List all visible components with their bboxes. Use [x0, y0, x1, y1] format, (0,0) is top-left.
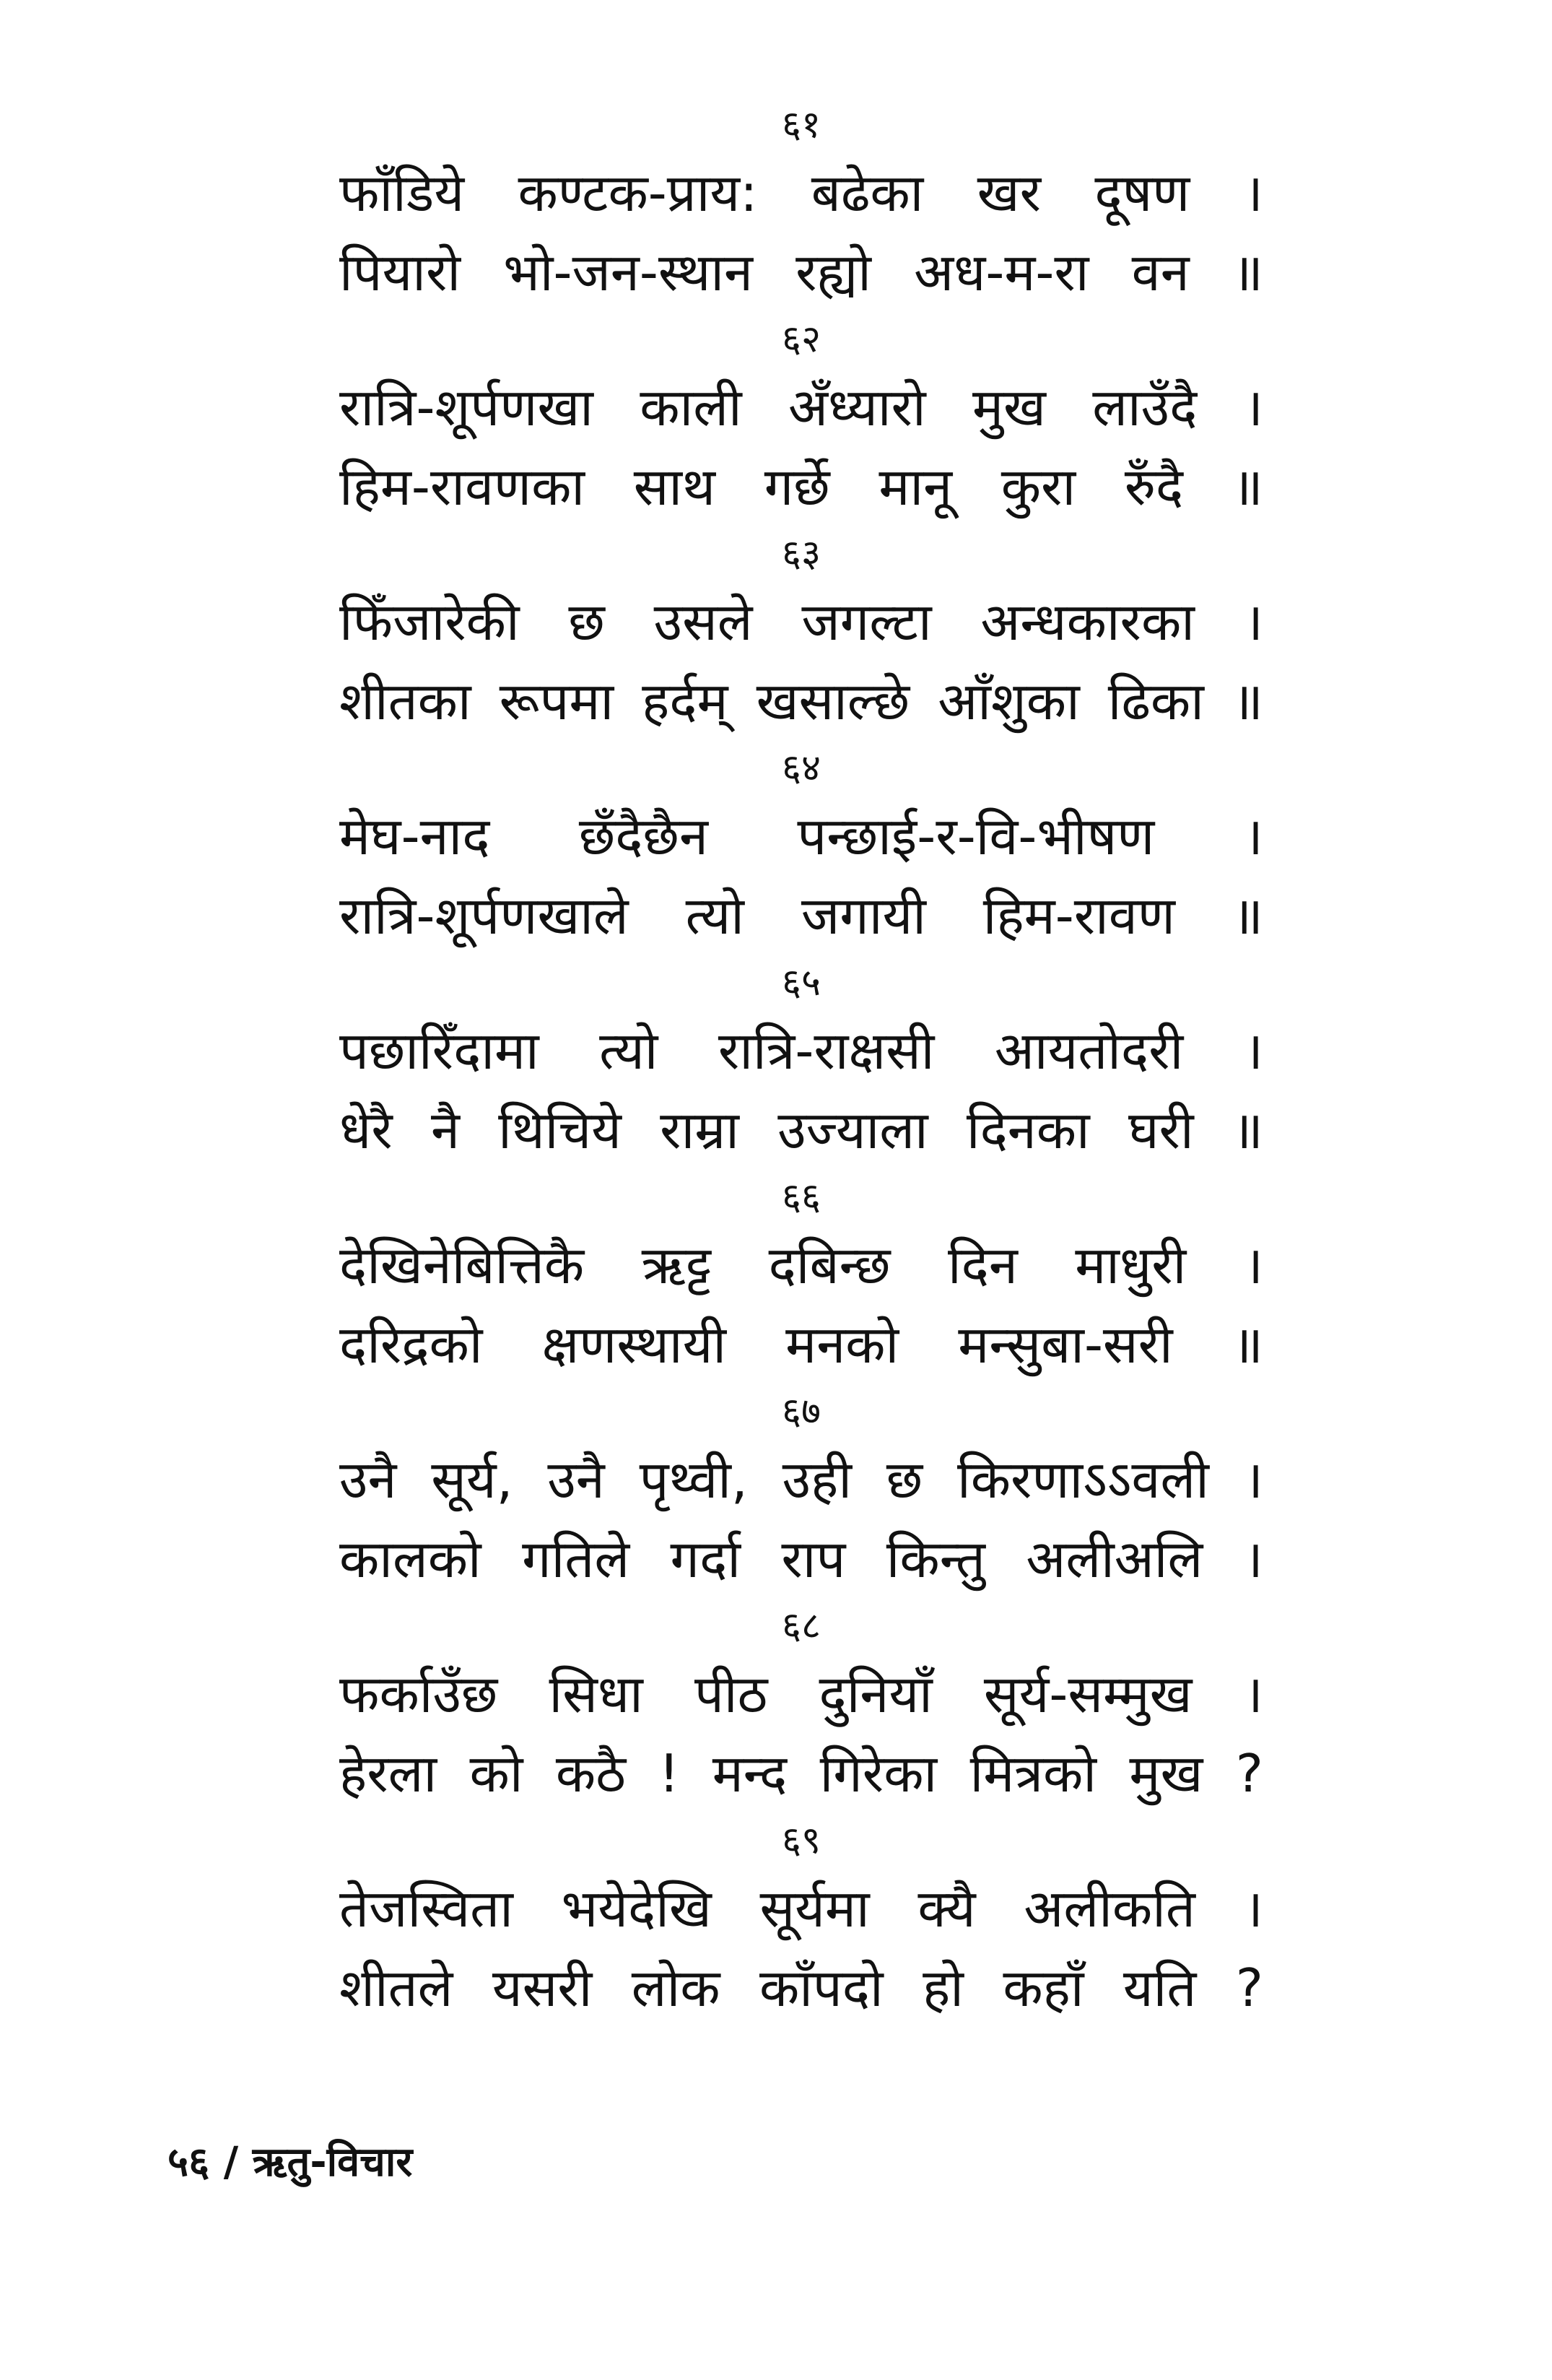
verse-word: बढेका — [811, 162, 924, 223]
verse-word: गतिले — [522, 1529, 630, 1589]
verse-word: सूर्यमा — [759, 1878, 870, 1939]
stanza — [339, 526, 1263, 741]
verse-word: मनको — [785, 1314, 899, 1375]
verse-word: छँदैछैन — [578, 806, 708, 867]
stanza — [339, 955, 1263, 1170]
verse-word: रूपमा — [499, 671, 614, 731]
verse-word: सूर्य, — [431, 1449, 513, 1510]
verse-word: जगल्टा — [801, 591, 932, 652]
verse-word: । — [1243, 1878, 1263, 1939]
verse-word: । — [1243, 1664, 1263, 1724]
stanza — [339, 1170, 1263, 1384]
verse-word: कहाँ — [1003, 1958, 1084, 2018]
verse-number: ६४ — [781, 747, 821, 790]
verse-word: दुनियाँ — [819, 1664, 933, 1724]
verse-word: रुँदै — [1124, 456, 1184, 517]
verse-word: पछारिँदामा — [339, 1020, 539, 1081]
stanza — [339, 97, 1263, 312]
verse-word: ? — [1235, 1958, 1263, 2018]
verse-word: मन्द — [712, 1743, 788, 1804]
verse-number: ६६ — [781, 1176, 821, 1219]
verse-word: मेघ-नाद — [339, 806, 490, 867]
verse-line — [339, 876, 1263, 955]
verse-word: ॥ — [1231, 242, 1263, 303]
verse-word: । — [1243, 806, 1263, 867]
verse-word: दिन — [948, 1235, 1018, 1295]
verse-word: । — [1243, 1449, 1263, 1510]
verse-word: आँशुका — [938, 671, 1080, 731]
verse-word: उसले — [653, 591, 753, 652]
verse-list — [339, 97, 1263, 2028]
page-footer — [167, 2130, 412, 2195]
verse-word: नै — [430, 1100, 460, 1160]
verse-number: ६३ — [781, 532, 821, 576]
verse-number: ६८ — [781, 1604, 821, 1648]
verse-word: भो-जन-स्थान — [503, 242, 754, 303]
verse-number: ६९ — [781, 1819, 821, 1862]
verse-word: काँपदो — [759, 1958, 884, 2018]
verse-line — [339, 1011, 1263, 1090]
verse-word: क्षणस्थायी — [541, 1314, 726, 1375]
verse-word: दरिद्रको — [339, 1314, 483, 1375]
verse-word: उही — [782, 1449, 852, 1510]
verse-word: शीतका — [339, 671, 471, 731]
verse-word: वन — [1131, 242, 1190, 303]
verse-word: गर्दा — [670, 1529, 741, 1589]
verse-word: मुख — [972, 377, 1046, 438]
verse-word: फिँजारेकी — [339, 591, 520, 652]
verse-line — [339, 447, 1263, 526]
verse-word: मुख — [1129, 1743, 1203, 1804]
verse-word: । — [1243, 1235, 1263, 1295]
verse-word: साथ — [633, 456, 716, 517]
verse-number: ६७ — [781, 1390, 821, 1433]
verse-word: घरी — [1128, 1100, 1194, 1160]
verse-word: धेरै — [339, 1100, 393, 1160]
verse-word: कुरा — [1000, 456, 1076, 517]
verse-word: हर्दम् — [642, 671, 728, 731]
verse-line — [339, 233, 1263, 312]
verse-number: ६१ — [781, 103, 821, 147]
verse-word: रात्रि-राक्षसी — [718, 1020, 935, 1081]
verse-line — [339, 1654, 1263, 1734]
verse-word: कठै — [555, 1743, 627, 1804]
verse-word: भयेदेखि — [561, 1878, 712, 1939]
verse-line — [339, 1734, 1263, 1813]
verse-word: ॥ — [1231, 1100, 1263, 1160]
verse-number: ६२ — [781, 318, 821, 361]
book-title: ऋतु-विचार — [252, 2139, 413, 2186]
verse-line — [339, 1519, 1263, 1599]
verse-word: लाउँदै — [1092, 377, 1198, 438]
verse-word: दिनका — [966, 1100, 1090, 1160]
verse-word: कालको — [339, 1529, 481, 1589]
verse-word: हो — [923, 1958, 964, 2018]
verse-word: क्यै — [917, 1878, 976, 1939]
verse-word: मन्सुबा-सरी — [958, 1314, 1173, 1375]
verse-word: ऋट्ट — [641, 1235, 712, 1295]
verse-word: पन्छाई-र-वि-भीषण — [797, 806, 1155, 867]
verse-word: लोक — [631, 1958, 720, 2018]
verse-word: ढिका — [1107, 671, 1204, 731]
verse-word: आयतोदरी — [994, 1020, 1184, 1081]
verse-word: गर्छे — [764, 456, 830, 517]
verse-word: हिम-रावणका — [339, 456, 585, 517]
verse-word: मित्रको — [969, 1743, 1097, 1804]
stanza — [339, 312, 1263, 526]
verse-word: छ — [568, 591, 605, 652]
verse-number: ६५ — [781, 961, 821, 1004]
verse-word: त्यो — [685, 885, 744, 946]
verse-word: हेरला — [339, 1743, 437, 1804]
verse-word: छ — [886, 1449, 923, 1510]
verse-word: थिचिये — [498, 1100, 622, 1160]
verse-word: ? — [1235, 1743, 1263, 1804]
verse-word: यति — [1122, 1958, 1197, 2018]
verse-word: ॥ — [1231, 1314, 1263, 1375]
verse-word: त्यो — [599, 1020, 658, 1081]
verse-word: देखिनेबित्तिकै — [339, 1235, 585, 1295]
verse-word: रह्यो — [795, 242, 871, 303]
verse-word: खसाल्छे — [756, 671, 910, 731]
footer-separator: / — [223, 2139, 239, 2186]
verse-word: अध-म-रा — [914, 242, 1089, 303]
verse-word: माधुरी — [1075, 1235, 1187, 1295]
verse-line — [339, 153, 1263, 233]
verse-word: खर — [977, 162, 1042, 223]
verse-word: तेजस्विता — [339, 1878, 513, 1939]
verse-word: । — [1243, 162, 1263, 223]
verse-word: ! — [658, 1743, 680, 1804]
verse-line — [339, 1440, 1263, 1519]
verse-line — [339, 1090, 1263, 1170]
verse-word: पीठ — [694, 1664, 768, 1724]
stanza — [339, 1813, 1263, 2028]
verse-word: काली — [640, 377, 742, 438]
verse-word: किरणाऽऽवली — [957, 1449, 1209, 1510]
verse-word: सिधा — [549, 1664, 643, 1724]
verse-word: । — [1243, 377, 1263, 438]
verse-word: अन्धकारका — [980, 591, 1195, 652]
verse-word: राम्रा — [660, 1100, 739, 1160]
stanza — [339, 1599, 1263, 1813]
verse-word: जगायी — [801, 885, 926, 946]
verse-word: अँध्यारो — [788, 377, 926, 438]
verse-line — [339, 1948, 1263, 2028]
verse-word: उनै — [547, 1449, 605, 1510]
verse-word: उज्याला — [777, 1100, 928, 1160]
verse-word: । — [1243, 1529, 1263, 1589]
verse-word: ॥ — [1231, 885, 1263, 946]
stanza — [339, 1384, 1263, 1599]
verse-word: मानू — [879, 456, 953, 517]
verse-word: को — [469, 1743, 523, 1804]
verse-word: हिम-रावण — [982, 885, 1175, 946]
verse-line — [339, 661, 1263, 741]
verse-line — [339, 368, 1263, 447]
verse-line — [339, 1305, 1263, 1384]
verse-word: । — [1243, 591, 1263, 652]
page-number: ५६ — [167, 2139, 210, 2186]
stanza — [339, 741, 1263, 955]
verse-word: यसरी — [492, 1958, 593, 2018]
verse-word: उनै — [339, 1449, 397, 1510]
verse-line — [339, 796, 1263, 876]
verse-word: सूर्य-सम्मुख — [983, 1664, 1193, 1724]
verse-word: कण्टक-प्राय: — [518, 162, 758, 223]
verse-word: दबिन्छ — [768, 1235, 891, 1295]
verse-word: अलीअलि — [1026, 1529, 1203, 1589]
verse-word: रात्रि-शूर्पणखा — [339, 377, 593, 438]
verse-word: पियारो — [339, 242, 461, 303]
verse-word: फाँडिये — [339, 162, 465, 223]
verse-word: फर्काउँछ — [339, 1664, 498, 1724]
verse-word: किन्तु — [886, 1529, 985, 1589]
verse-word: । — [1243, 1020, 1263, 1081]
verse-word: रात्रि-शूर्पणखाले — [339, 885, 629, 946]
verse-line — [339, 1869, 1263, 1948]
verse-word: पृथ्वी, — [639, 1449, 748, 1510]
verse-word: ॥ — [1231, 671, 1263, 731]
verse-word: ॥ — [1231, 456, 1263, 517]
verse-line — [339, 1225, 1263, 1305]
verse-word: राप — [781, 1529, 846, 1589]
verse-word: अलीकति — [1024, 1878, 1195, 1939]
verse-word: शीतले — [339, 1958, 453, 2018]
verse-word: गिरेका — [819, 1743, 938, 1804]
verse-word: दूषण — [1094, 162, 1190, 223]
verse-line — [339, 582, 1263, 661]
